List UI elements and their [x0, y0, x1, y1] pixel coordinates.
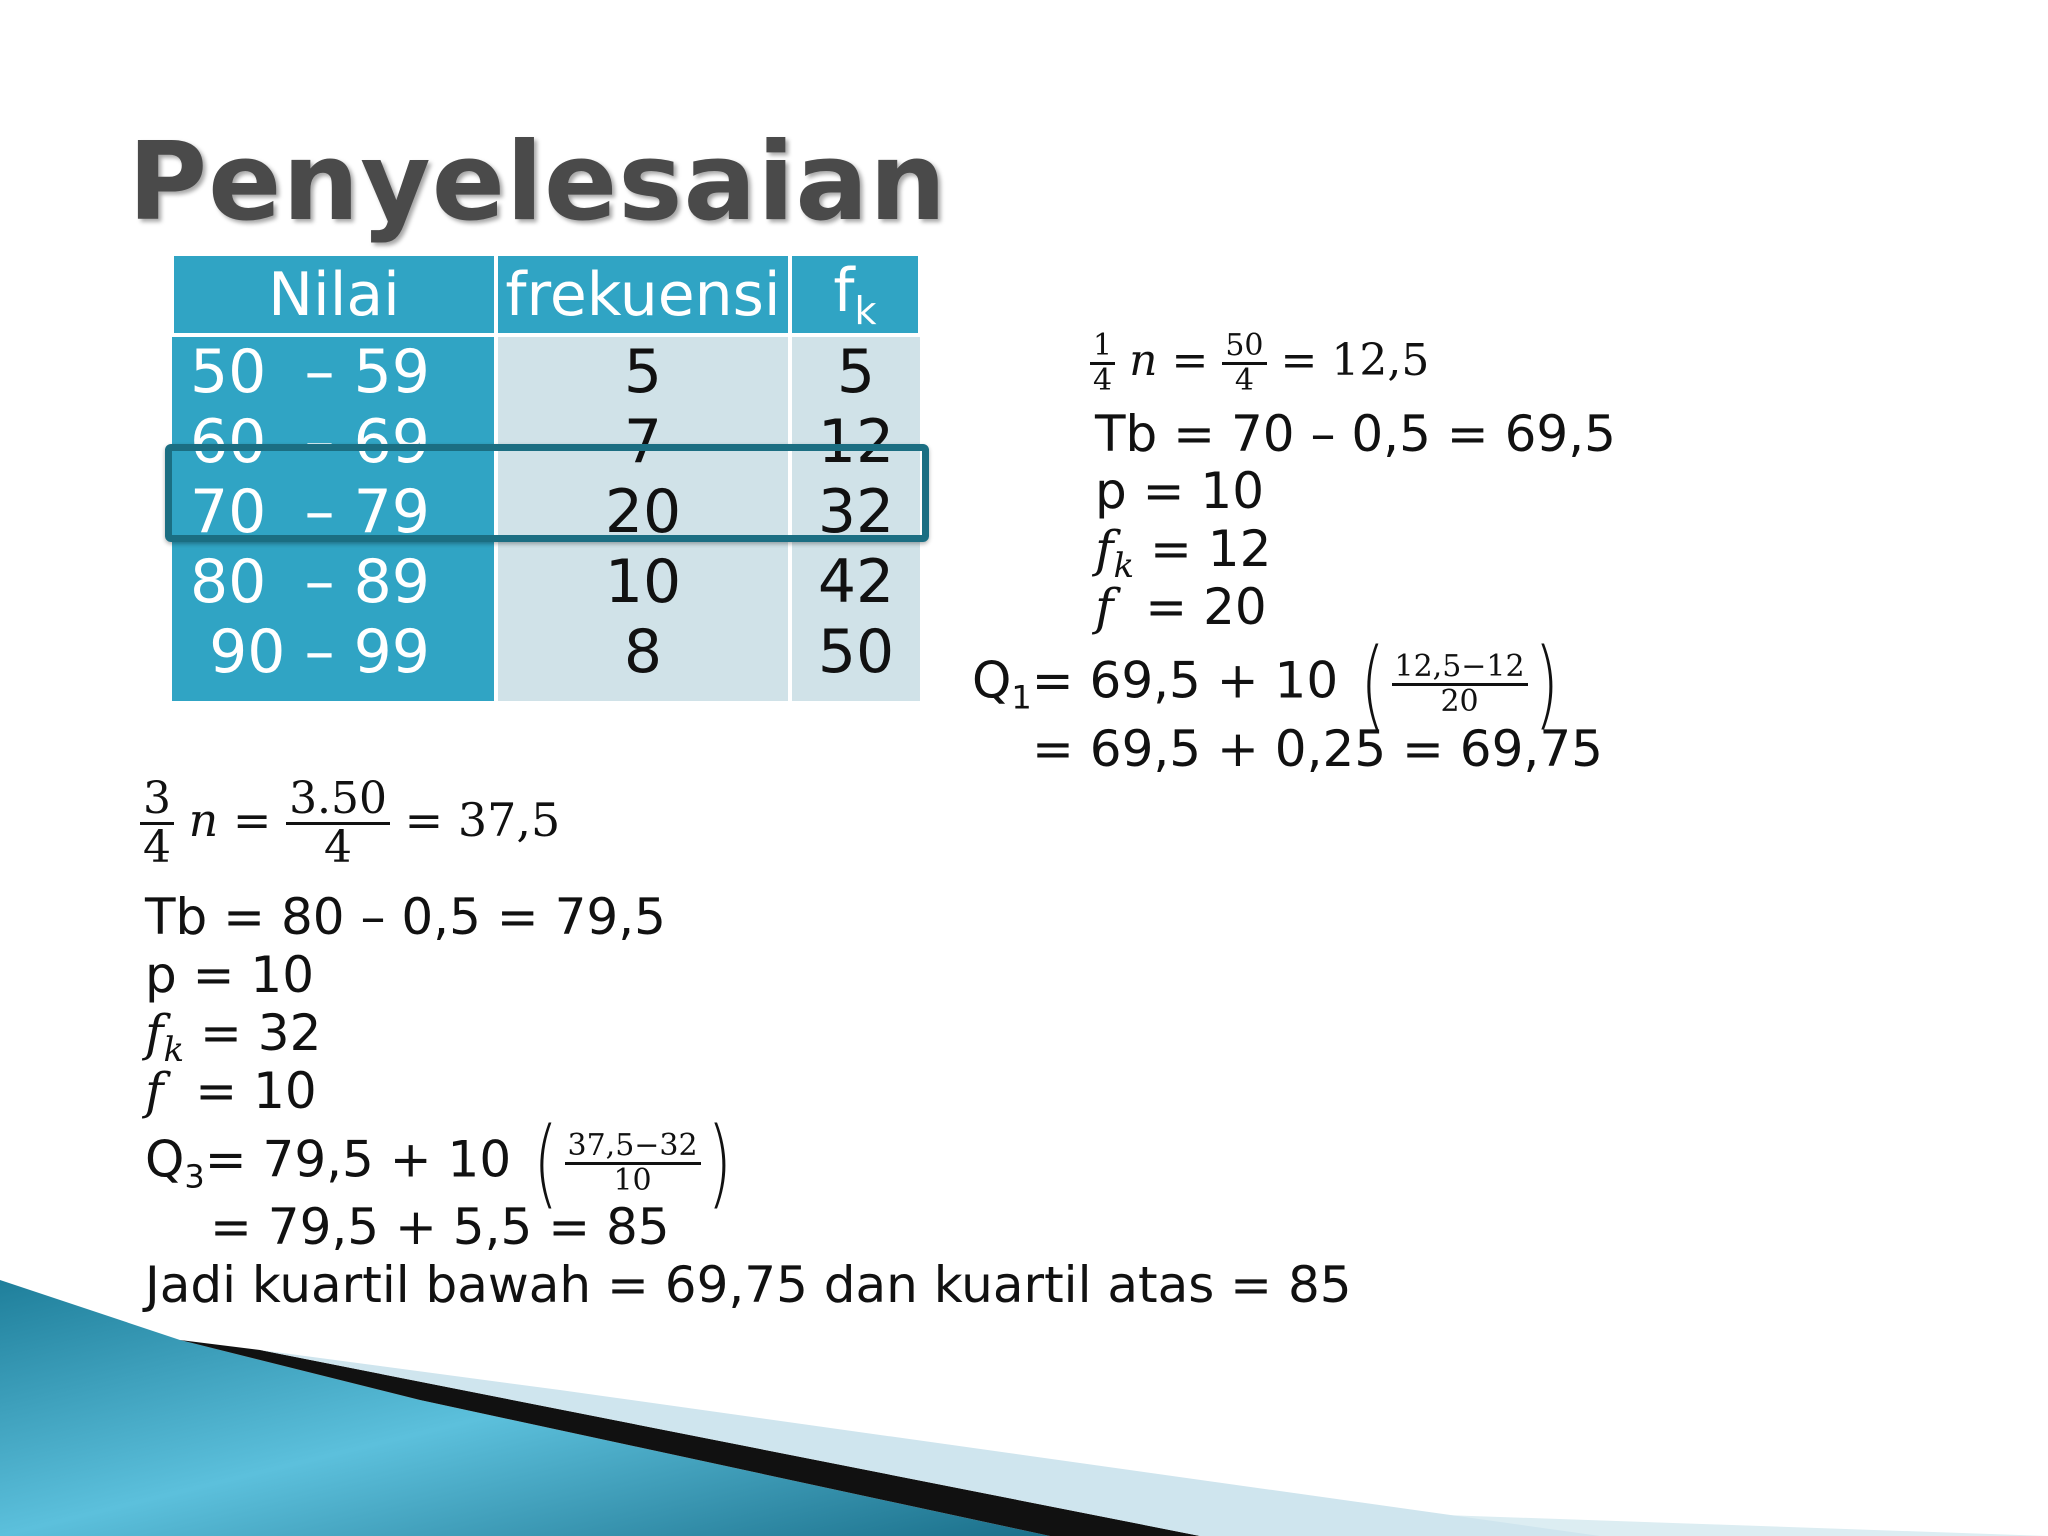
q3-position-line: $\frac{3}{4}$ n = $\frac{3.50}{4}$ = 37,5 [140, 776, 560, 871]
q3-value-fraction: $\frac{3.50}{4}$ [286, 776, 390, 871]
cell-fk: 32 [790, 477, 920, 547]
q1-value-fraction: $\frac{50}{4}$ [1222, 330, 1266, 396]
table-row [172, 547, 920, 617]
q3-inner-fraction: $\frac{37,5-32}{10}$ [565, 1130, 701, 1196]
cell-fk: 12 [790, 407, 920, 477]
q3-f-line: f = 10 [145, 1062, 317, 1120]
header-frekuensi: frekuensi [496, 254, 790, 335]
q1-formula-line: $Q_1= 69,5 + 10$ ( $\frac{12,5-12}{20}$ ) [972, 628, 1559, 740]
q1-f-line: f = 20 [1095, 578, 1267, 636]
cell-nilai: 70 – 79 [172, 477, 496, 547]
q3-result-line: = 79,5 + 5,5 = 85 [210, 1198, 670, 1256]
highlight-box [165, 444, 929, 542]
cell-frekuensi: 20 [496, 477, 790, 547]
cell-nilai: 60 – 69 [172, 407, 496, 477]
q3-formula-line: $Q_3= 79,5 + 10$ ( $\frac{37,5-32}{10}$ ) [145, 1107, 732, 1219]
table-row [172, 617, 920, 701]
page-title: Penyelesaian [128, 120, 948, 245]
q1-inner-fraction: $\frac{12,5-12}{20}$ [1392, 651, 1528, 717]
table-row [172, 335, 920, 407]
cell-fk: 42 [790, 547, 920, 617]
q3-fk-line: $f_k = 32$ [145, 1004, 322, 1070]
cell-frekuensi: 8 [496, 617, 790, 701]
cell-nilai: 80 – 89 [172, 547, 496, 617]
conclusion-text: Jadi kuartil bawah = 69,75 dan kuartil atas = 85 [145, 1256, 1352, 1314]
q1-fk-line: $f_k = 12$ [1095, 520, 1272, 586]
q3-p-line: p = 10 [145, 946, 315, 1004]
cell-fk: 50 [790, 617, 920, 701]
q1-tb-line: Tb = 70 – 0,5 = 69,5 [1095, 405, 1616, 463]
cell-nilai: 90 – 99 [172, 617, 496, 701]
q3-tb-line: Tb = 80 – 0,5 = 79,5 [145, 888, 666, 946]
header-nilai: Nilai [172, 254, 496, 335]
cell-frekuensi: 7 [496, 407, 790, 477]
q1-result-line: = 69,5 + 0,25 = 69,75 [1032, 720, 1603, 778]
table-header-row [172, 254, 920, 335]
cell-fk: 5 [790, 335, 920, 407]
header-fk: $f_k$ [790, 254, 920, 335]
q1-fraction: $\frac{1}{4}$ [1090, 330, 1115, 396]
cell-nilai: 50 – 59 [172, 335, 496, 407]
cell-frekuensi: 5 [496, 335, 790, 407]
cell-frekuensi: 10 [496, 547, 790, 617]
q1-p-line: p = 10 [1095, 462, 1265, 520]
decorative-corner-swoosh [0, 1280, 2048, 1536]
q1-position-line: $\frac{1}{4}$ n = $\frac{50}{4}$ = 12,5 [1090, 330, 1429, 396]
q3-fraction: $\frac{3}{4}$ [140, 776, 174, 871]
